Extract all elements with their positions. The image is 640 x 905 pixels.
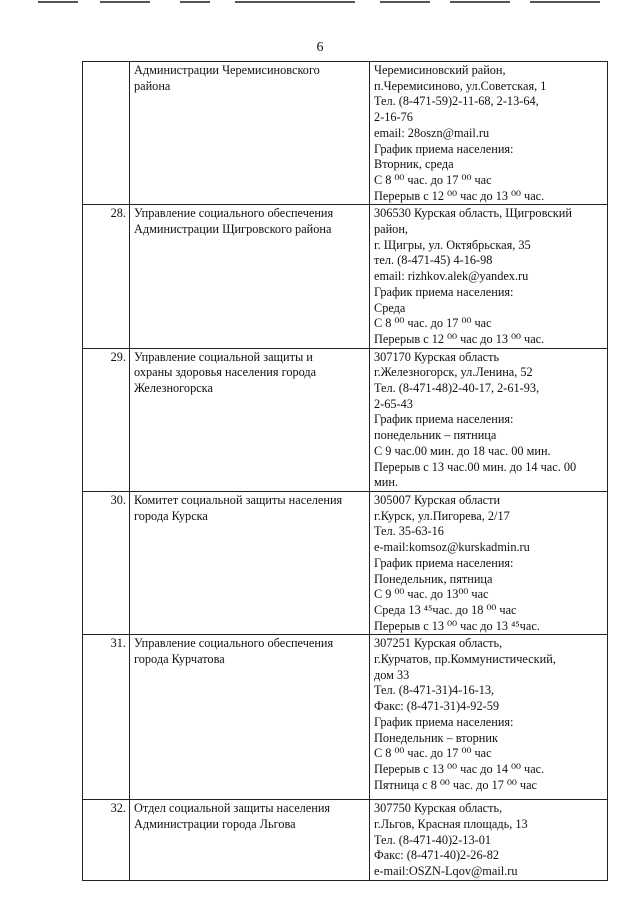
agency-name-line: Управление социального обеспечения xyxy=(134,206,334,221)
contact-line: С 8 ⁰⁰ час. до 17 ⁰⁰ час xyxy=(374,746,492,761)
contact-line: email: rizhkov.alek@yandex.ru xyxy=(374,269,529,284)
contact-line: Перерыв с 12 ⁰⁰ час до 13 ⁰⁰ час. xyxy=(374,188,545,203)
contact-line: г.Железногорск, ул.Ленина, 52 xyxy=(374,365,533,380)
table-row xyxy=(83,348,608,491)
contact-line: п.Черемисиново, ул.Советская, 1 xyxy=(374,78,547,93)
table-body xyxy=(83,62,608,881)
contact-line: Перерыв с 13 ⁰⁰ час до 14 ⁰⁰ час. xyxy=(374,761,545,776)
agency-name-line: Администрации Черемисиновского xyxy=(134,63,320,77)
contact-line: Вторник, среда xyxy=(374,157,454,172)
agency-name-cell xyxy=(130,491,370,634)
contact-info-cell xyxy=(370,205,608,348)
agency-name-line: города Курчатова xyxy=(134,652,225,667)
contacts-table xyxy=(82,61,608,881)
agency-name-line: Управление социального обеспечения xyxy=(134,636,334,651)
contact-line: 307170 Курская область xyxy=(374,349,500,364)
contact-line: С 9 час.00 мин. до 18 час. 00 мин. xyxy=(374,443,551,458)
agency-name-line: Железногорска xyxy=(134,381,213,396)
contact-line: График приема населения: xyxy=(374,714,514,729)
agency-name-cell xyxy=(130,62,370,205)
agency-name-cell xyxy=(130,800,370,881)
row-number: 32. xyxy=(83,800,130,881)
contact-line: дом 33 xyxy=(374,667,410,682)
agency-name-line: Управление социальной защиты и xyxy=(134,349,313,364)
table-row xyxy=(83,800,608,881)
contact-line: График приема населения: xyxy=(374,141,514,156)
table-row xyxy=(83,635,608,800)
agency-name-line: района xyxy=(134,78,171,93)
agency-name-cell xyxy=(130,635,370,800)
contact-line: 305007 Курская области xyxy=(374,492,501,507)
contact-line: Тел. (8-471-40)2-13-01 xyxy=(374,832,491,847)
contact-line: С 9 ⁰⁰ час. до 13⁰⁰ час xyxy=(374,587,489,602)
agency-name-line: Администрации Щигровского района xyxy=(134,222,332,237)
contact-line: Черемисиновский район, xyxy=(374,63,506,77)
contact-line: г. Щигры, ул. Октябрьская, 35 xyxy=(374,237,531,252)
contact-line: Тел. 35-63-16 xyxy=(374,524,444,539)
contact-line: Перерыв с 12 ⁰⁰ час до 13 ⁰⁰ час. xyxy=(374,331,545,346)
contact-line: г.Курчатов, пр.Коммунистический, xyxy=(374,652,556,667)
contact-line: График приема населения: xyxy=(374,555,514,570)
contact-line: Тел. (8-471-31)4-16-13, xyxy=(374,683,495,698)
contact-line: e-mail:OSZN-Lqov@mail.ru xyxy=(374,864,518,879)
row-number: 31. xyxy=(83,635,130,800)
contact-line: Пятница с 8 ⁰⁰ час. до 17 ⁰⁰ час xyxy=(374,777,538,792)
table-row xyxy=(83,62,608,205)
contact-line: Среда 13 ⁴⁵час. до 18 ⁰⁰ час xyxy=(374,602,517,617)
contact-line: С 8 ⁰⁰ час. до 17 ⁰⁰ час xyxy=(374,172,492,187)
contact-line: 307251 Курская область, xyxy=(374,636,503,651)
row-number: 29. xyxy=(83,348,130,491)
contact-line: мин. xyxy=(374,475,399,490)
contact-line: 306530 Курская область, Щигровский xyxy=(374,206,572,221)
agency-name-line: Комитет социальной защиты населения xyxy=(134,492,343,507)
agency-name-cell xyxy=(130,348,370,491)
contact-line: С 8 ⁰⁰ час. до 17 ⁰⁰ час xyxy=(374,316,492,331)
scan-edge-marks xyxy=(30,0,610,6)
table-row xyxy=(83,491,608,634)
contact-line: email: 28oszn@mail.ru xyxy=(374,125,490,140)
contact-line: График приема населения: xyxy=(374,412,514,427)
contact-line: Факс: (8-471-31)4-92-59 xyxy=(374,699,499,714)
row-number xyxy=(83,62,130,205)
contact-line: Факс: (8-471-40)2-26-82 xyxy=(374,848,499,863)
contact-line: Перерыв с 13 ⁰⁰ час до 13 ⁴⁵час. xyxy=(374,618,540,633)
contact-line: 2-65-43 xyxy=(374,396,413,411)
contact-line: г.Льгов, Красная площадь, 13 xyxy=(374,817,528,832)
contact-line: понедельник – пятница xyxy=(374,428,497,443)
contact-line: e-mail:komsoz@kurskadmin.ru xyxy=(374,540,530,555)
contact-info-cell xyxy=(370,800,608,881)
contact-line: район, xyxy=(374,222,408,237)
contact-line: 307750 Курская область, xyxy=(374,801,503,816)
contact-info-cell xyxy=(370,62,608,205)
contact-line: г.Курск, ул.Пигорева, 2/17 xyxy=(374,508,510,523)
agency-name-line: Отдел социальной защиты населения xyxy=(134,801,331,816)
row-number: 30. xyxy=(83,491,130,634)
contact-line: тел. (8-471-45) 4-16-98 xyxy=(374,253,493,268)
contact-info-cell xyxy=(370,491,608,634)
contact-line: Понедельник, пятница xyxy=(374,571,493,586)
contact-line: Тел. (8-471-48)2-40-17, 2-61-93, xyxy=(374,381,540,396)
contact-info-cell xyxy=(370,348,608,491)
contact-line: График приема населения: xyxy=(374,284,514,299)
agency-name-cell xyxy=(130,205,370,348)
table-row xyxy=(83,205,608,348)
agency-name-line: города Курска xyxy=(134,508,208,523)
agency-name-line: охраны здоровья населения города xyxy=(134,365,317,380)
agency-name-line: Администрации города Льгова xyxy=(134,817,296,832)
contact-info-cell xyxy=(370,635,608,800)
contact-line: 2-16-76 xyxy=(374,110,413,125)
contact-line: Перерыв с 13 час.00 мин. до 14 час. 00 xyxy=(374,459,577,474)
row-number: 28. xyxy=(83,205,130,348)
page-number: 6 xyxy=(316,40,324,55)
contact-line: Понедельник – вторник xyxy=(374,730,498,745)
contact-line: Тел. (8-471-59)2-11-68, 2-13-64, xyxy=(374,94,539,109)
contact-line: Среда xyxy=(374,300,406,315)
